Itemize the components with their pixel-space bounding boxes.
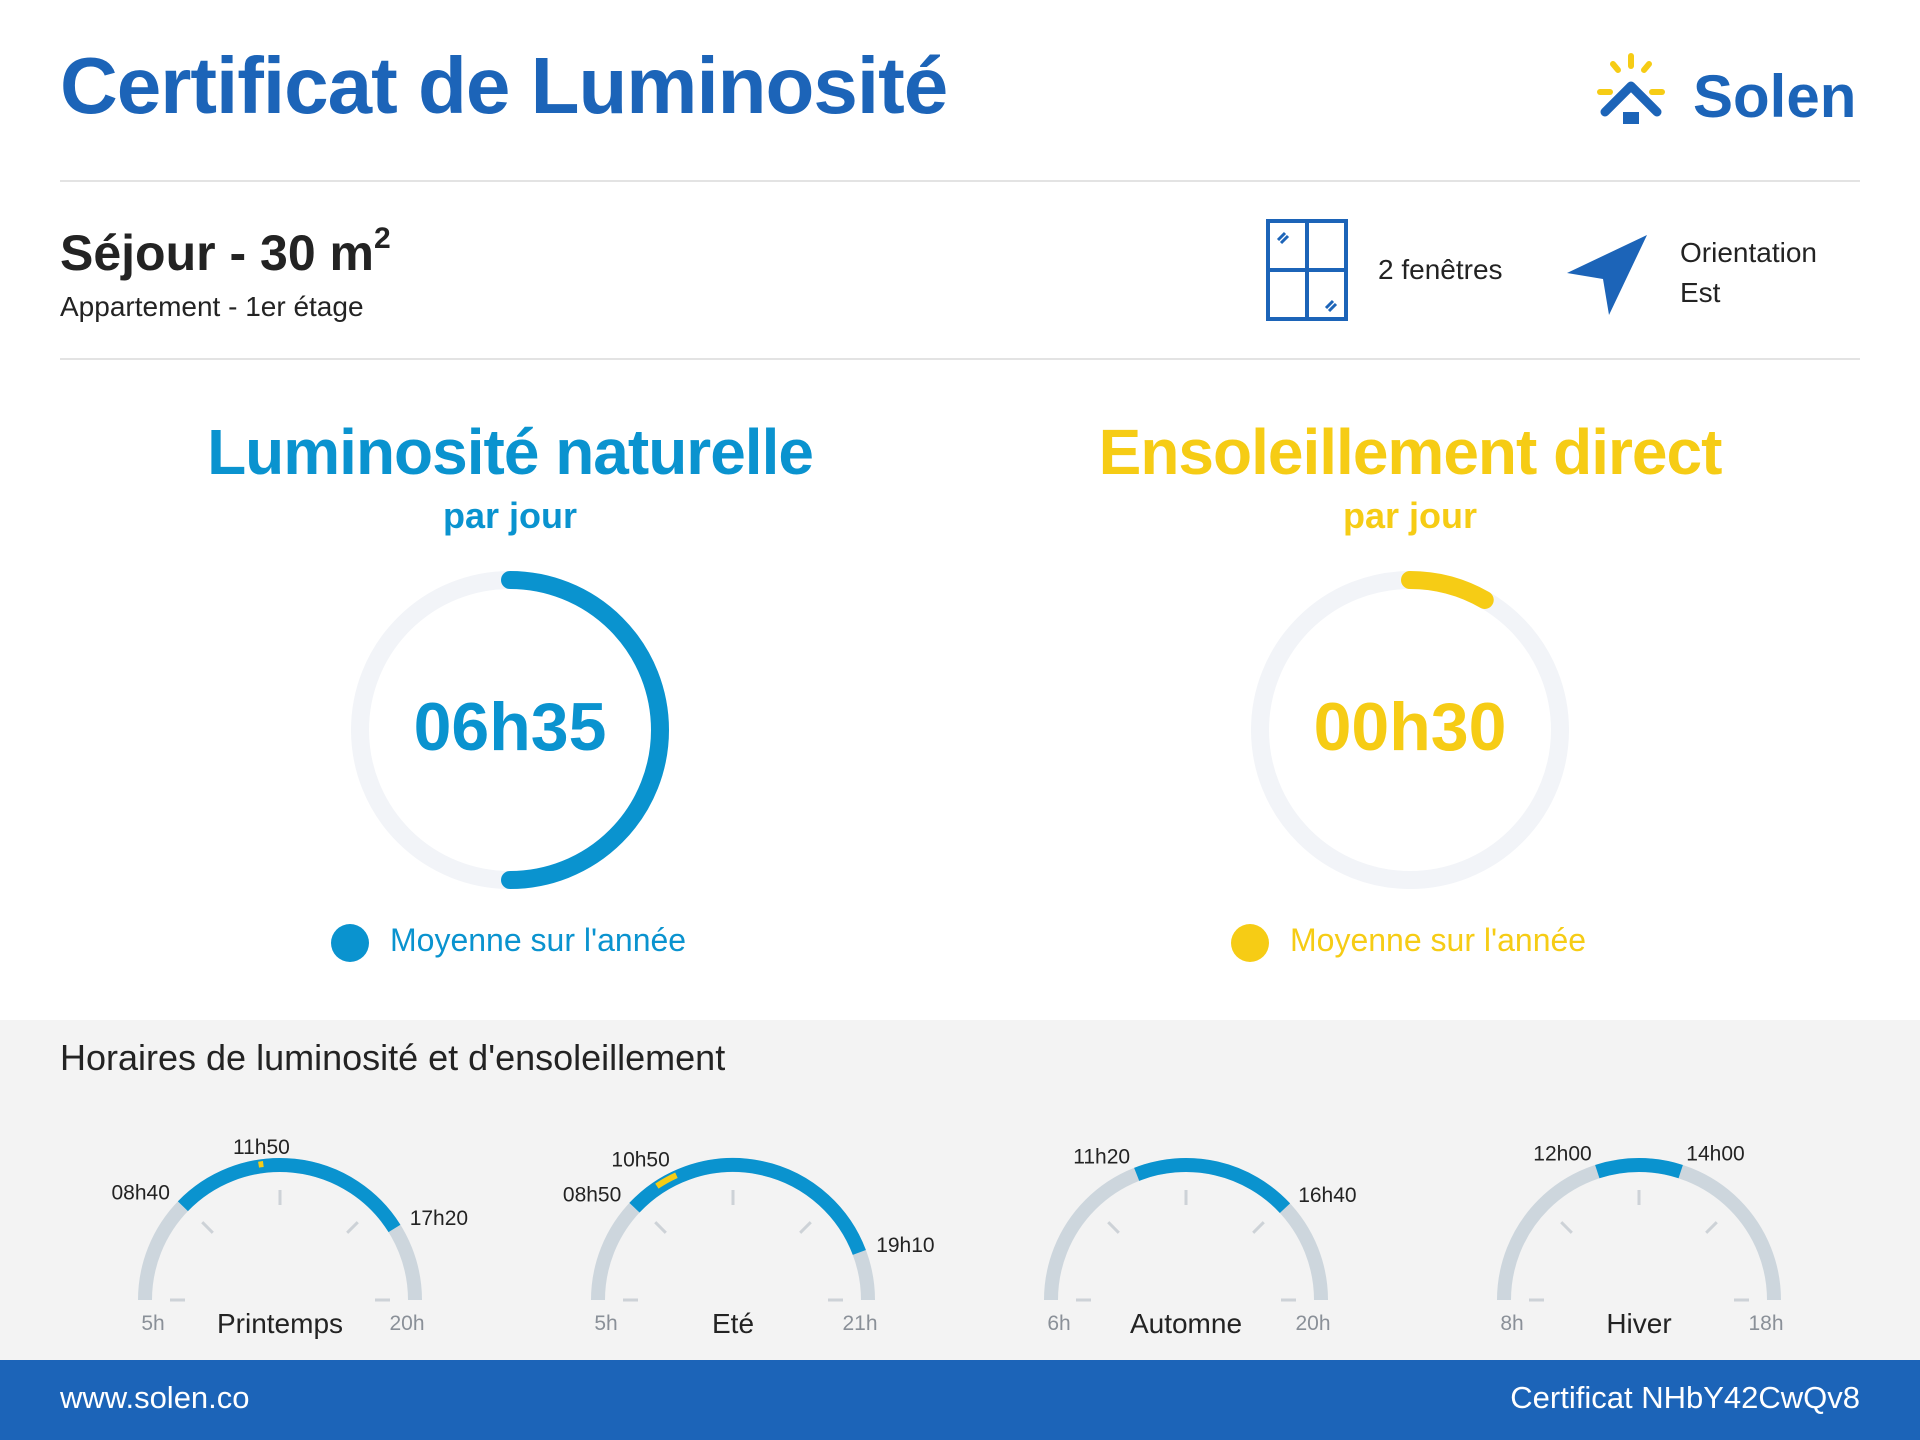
navigation-arrow-icon <box>1565 233 1650 318</box>
window-icon <box>1265 218 1349 322</box>
autumn-range-start: 6h <box>1047 1312 1071 1335</box>
autumn-name: Automne <box>1129 1308 1243 1339</box>
room-name: Séjour - 30 m <box>60 225 374 281</box>
winter-light-start-label: 12h00 <box>1533 1142 1592 1166</box>
natural-light-legend: Moyenne sur l'année <box>390 922 687 958</box>
orientation <box>1680 233 1817 313</box>
winter-name: Hiver <box>1606 1308 1672 1339</box>
winter-light-end-label: 14h00 <box>1686 1142 1745 1166</box>
natural-light-title: Luminosité naturelle <box>207 416 813 488</box>
summer-range-end: 21h <box>842 1312 878 1335</box>
footer-url[interactable]: www.solen.co <box>60 1380 250 1415</box>
season-gauge-summer <box>543 1100 935 1360</box>
direct-sun-gauge-arc <box>1410 580 1485 600</box>
brand-name: Solen <box>1693 63 1857 130</box>
room-title <box>60 222 391 282</box>
summer-range-start: 5h <box>594 1312 618 1335</box>
spring-light-end-label: 17h20 <box>409 1206 469 1230</box>
direct-sun-title: Ensoleillement direct <box>1098 416 1722 488</box>
divider <box>60 358 1860 360</box>
summer-tick <box>655 1222 666 1233</box>
autumn-tick <box>1108 1222 1119 1233</box>
certificate-id: Certificat NHbY42CwQv8 <box>1510 1380 1860 1415</box>
orientation-label: Orientation <box>1680 237 1817 268</box>
spring-range-end: 20h <box>389 1312 425 1335</box>
summer-light-end-label: 19h10 <box>876 1234 935 1258</box>
season-gauge-spring <box>90 1100 470 1360</box>
summer-sun-label: 10h50 <box>611 1148 670 1172</box>
direct-sun-value: 00h30 <box>1313 689 1507 765</box>
winter-range-start: 8h <box>1500 1312 1524 1335</box>
autumn-track <box>1051 1165 1321 1300</box>
spring-light-start-label: 08h40 <box>111 1181 170 1205</box>
spring-sun-label: 11h50 <box>232 1136 290 1160</box>
winter-track <box>1504 1165 1774 1300</box>
page-title: Certificat de Luminosité <box>60 41 948 130</box>
winter-tick <box>1706 1222 1717 1233</box>
direct-sun-legend: Moyenne sur l'année <box>1290 922 1587 958</box>
direct-sun-subtitle: par jour <box>1342 495 1477 536</box>
spring-tick <box>347 1222 358 1233</box>
summer-track <box>598 1165 868 1300</box>
divider <box>60 180 1860 182</box>
season-gauge-winter <box>1449 1100 1829 1360</box>
spring-light-arc <box>183 1165 395 1228</box>
natural-light-value: 06h35 <box>413 689 607 765</box>
natural-light-subtitle: par jour <box>442 495 577 536</box>
summer-tick <box>800 1222 811 1233</box>
natural-light-legend-dot <box>331 924 369 962</box>
winter-tick <box>1561 1222 1572 1233</box>
direct-sun-legend-dot <box>1231 924 1269 962</box>
spring-tick <box>202 1222 213 1233</box>
spring-range-start: 5h <box>141 1312 165 1335</box>
summer-light-start-label: 08h50 <box>562 1183 622 1207</box>
autumn-light-end-label: 16h40 <box>1298 1183 1357 1207</box>
winter-range-end: 18h <box>1748 1312 1784 1335</box>
orientation-value: Est <box>1680 277 1721 308</box>
windows-count: 2 fenêtres <box>1378 254 1503 285</box>
spring-track <box>145 1165 415 1300</box>
autumn-light-arc <box>1137 1165 1285 1208</box>
schedule-title: Horaires de luminosité et d'ensoleillement <box>60 1037 726 1078</box>
autumn-light-start-label: 11h20 <box>1073 1145 1131 1169</box>
winter-light-arc <box>1597 1165 1680 1172</box>
season-gauge-autumn <box>996 1100 1376 1360</box>
area-exponent: 2 <box>374 222 391 255</box>
spring-name: Printemps <box>216 1308 344 1339</box>
spring-sun-arc <box>259 1164 264 1165</box>
room-subtitle: Appartement - 1er étage <box>60 291 364 322</box>
autumn-tick <box>1253 1222 1264 1233</box>
autumn-range-end: 20h <box>1295 1312 1331 1335</box>
summer-name: Eté <box>711 1308 755 1339</box>
